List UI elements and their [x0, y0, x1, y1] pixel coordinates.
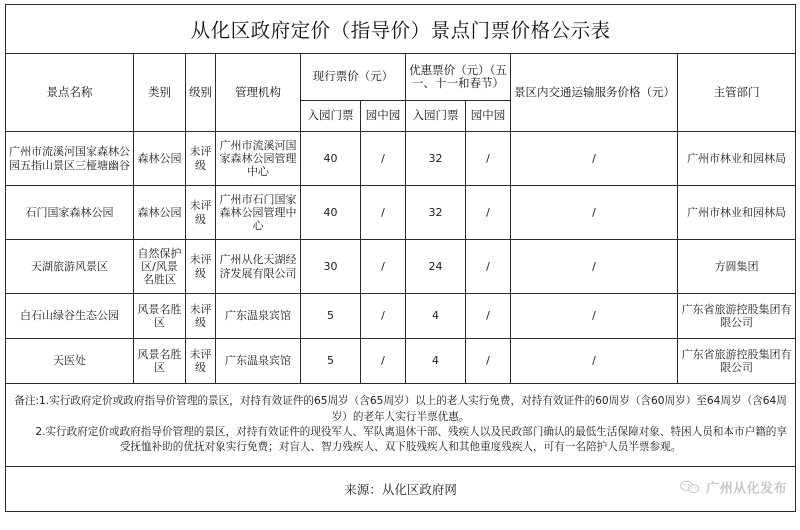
notes-row: [6, 384, 796, 467]
cell-current-pip: /: [361, 339, 406, 384]
cell-current-entry: 40: [301, 132, 361, 186]
cell-org: 广东温泉宾馆: [216, 294, 301, 339]
cell-name: 石门国家森林公园: [6, 186, 134, 240]
cell-authority: 广州市林业和园林局: [678, 186, 796, 240]
cell-current-entry: 40: [301, 186, 361, 240]
cell-discount-pip: /: [466, 132, 511, 186]
cell-category: 自然保护区/风景名胜区: [134, 240, 186, 294]
cell-transport: /: [511, 339, 678, 384]
cell-discount-pip: /: [466, 186, 511, 240]
header-discount-entry-ticket: 入园门票: [406, 101, 466, 132]
note-2: 2.实行政府定价或政府指导价管理的景区，对持有效证件的现役军人、军队离退休干部、残疾人以及民政部门确认的最低生活保障对象、特困人员和本市户籍的享受抚恤补助的优抚对象实行免费；对盲人、智力残疾人、双下肢残疾人和其他重度残疾人，可有一名陪护人员半票参观。: [35, 426, 787, 454]
cell-org: 广州市石门国家森林公园管理中心: [216, 186, 301, 240]
header-transport-price: 景区内交通运输服务价格（元）: [511, 54, 678, 132]
cell-current-pip: /: [361, 240, 406, 294]
header-name: 景点名称: [6, 54, 134, 132]
source-label: 来源：从化区政府网: [344, 482, 457, 497]
cell-current-entry: 30: [301, 240, 361, 294]
cell-org: 广东温泉宾馆: [216, 339, 301, 384]
cell-level: 未评级: [186, 294, 216, 339]
cell-transport: /: [511, 186, 678, 240]
cell-transport: /: [511, 132, 678, 186]
cell-discount-entry: 4: [406, 294, 466, 339]
cell-current-pip: /: [361, 132, 406, 186]
cell-name: 白石山绿谷生态公园: [6, 294, 134, 339]
header-category: 类别: [134, 54, 186, 132]
cell-discount-entry: 32: [406, 132, 466, 186]
cell-category: 森林公园: [134, 186, 186, 240]
cell-org: 广州从化天湖经济发展有限公司: [216, 240, 301, 294]
header-current-price-group: 现行票价（元）: [301, 54, 406, 101]
cell-current-entry: 5: [301, 339, 361, 384]
cell-category: 森林公园: [134, 132, 186, 186]
cell-discount-entry: 4: [406, 339, 466, 384]
cell-transport: /: [511, 294, 678, 339]
cell-authority: 方圆集团: [678, 240, 796, 294]
header-discount-park-in-park: 园中园: [466, 101, 511, 132]
cell-discount-pip: /: [466, 240, 511, 294]
header-current-entry-ticket: 入园门票: [301, 101, 361, 132]
table-row: [6, 240, 796, 294]
title-row: [6, 5, 796, 54]
cell-level: 未评级: [186, 132, 216, 186]
source-cell: [6, 467, 796, 512]
header-current-park-in-park: 园中园: [361, 101, 406, 132]
cell-authority: 广东省旅游控股集团有限公司: [678, 294, 796, 339]
cell-org: 广州市流溪河国家森林公园管理中心: [216, 132, 301, 186]
source-row: [6, 467, 796, 512]
cell-discount-entry: 32: [406, 186, 466, 240]
cell-category: 风景名胜区: [134, 294, 186, 339]
cell-level: 未评级: [186, 240, 216, 294]
cell-transport: /: [511, 240, 678, 294]
header-discount-price-group: 优惠票价（元）（五一、十一和春节）: [406, 54, 511, 101]
cell-name: 广州市流溪河国家森林公园五指山景区三桠塘幽谷: [6, 132, 134, 186]
table-row: [6, 186, 796, 240]
header-org: 管理机构: [216, 54, 301, 132]
table-row: [6, 339, 796, 384]
page-title: 从化区政府定价（指导价）景点门票价格公示表: [6, 5, 796, 54]
cell-authority: 广东省旅游控股集团有限公司: [678, 339, 796, 384]
cell-current-pip: /: [361, 186, 406, 240]
watermark-label: 广州从化发布: [706, 481, 788, 497]
cell-level: 未评级: [186, 186, 216, 240]
table-row: [6, 294, 796, 339]
table-row: [6, 132, 796, 186]
cell-current-pip: /: [361, 294, 406, 339]
price-table: [5, 4, 796, 512]
header-level: 级别: [186, 54, 216, 132]
header-row-main: [6, 54, 796, 101]
cell-name: 天湖旅游风景区: [6, 240, 134, 294]
cell-current-entry: 5: [301, 294, 361, 339]
cell-level: 未评级: [186, 339, 216, 384]
note-1: 备注:1.实行政府定价或政府指导价管理的景区，对持有效证件的65周岁（含65周岁）以上的老人实行免费，对持有效证件的60周岁（含60周岁）至64周岁（含64周岁）的老年人实行半票优惠。: [14, 395, 787, 423]
notes-block: [6, 384, 796, 467]
cell-authority: 广州市林业和园林局: [678, 132, 796, 186]
cell-discount-pip: /: [466, 339, 511, 384]
cell-discount-entry: 24: [406, 240, 466, 294]
cell-category: 风景名胜区: [134, 339, 186, 384]
header-authority: 主管部门: [678, 54, 796, 132]
cell-discount-pip: /: [466, 294, 511, 339]
cell-name: 天医处: [6, 339, 134, 384]
